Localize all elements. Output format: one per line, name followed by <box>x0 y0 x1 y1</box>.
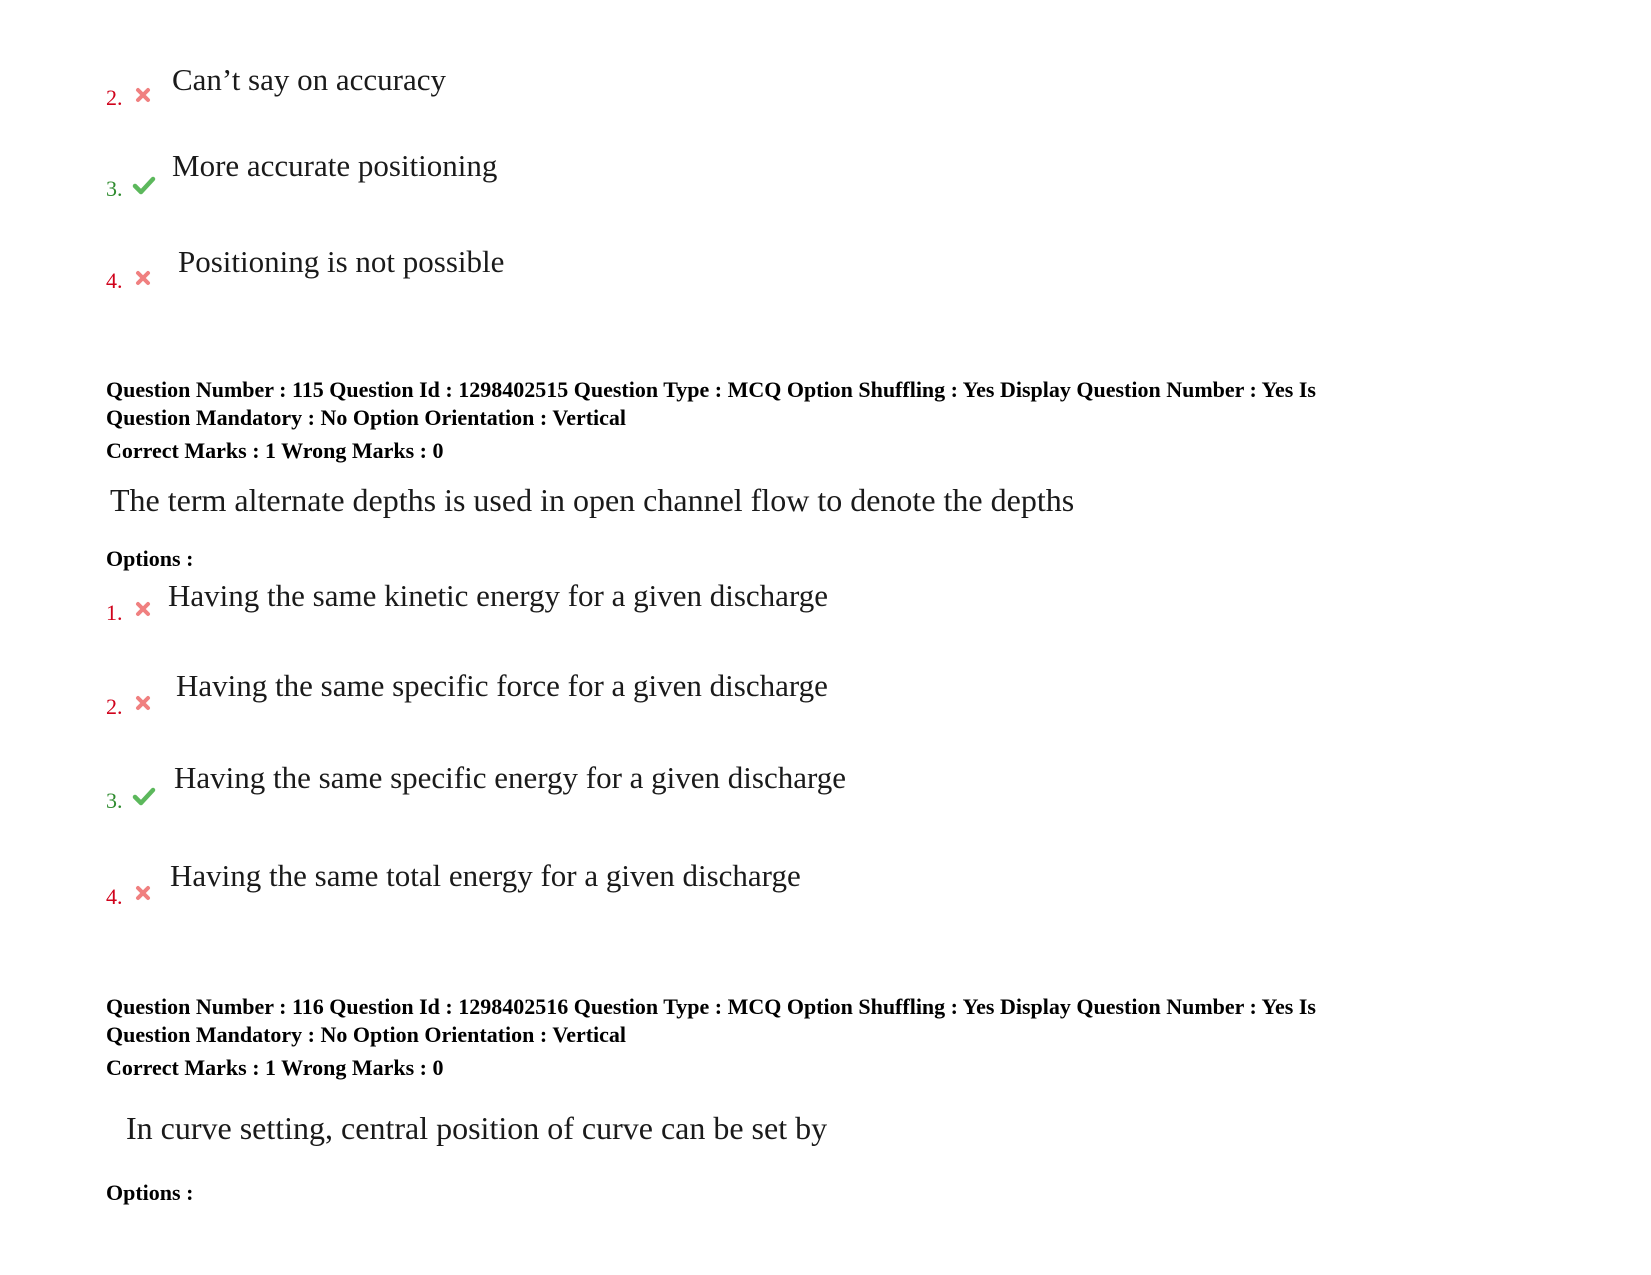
question-meta-line: Question Number : 115 Question Id : 1298402515 Question Type : MCQ Option Shuffling : Yes Display Question Number : Yes Is <box>106 377 1316 402</box>
option-number: 2. <box>106 85 123 110</box>
option-text: Can’t say on accuracy <box>172 62 447 97</box>
check-icon <box>132 786 156 806</box>
option-number: 2. <box>106 694 123 719</box>
option-number: 4. <box>106 884 123 909</box>
option-text: Having the same specific force for a given discharge <box>176 668 828 703</box>
marks-line: Correct Marks : 1 Wrong Marks : 0 <box>106 438 444 463</box>
option-number: 1. <box>106 600 123 625</box>
cross-icon <box>134 269 152 287</box>
cross-icon <box>134 600 152 618</box>
cross-icon <box>134 694 152 712</box>
options-label: Options : <box>106 546 194 571</box>
cross-icon <box>134 86 152 104</box>
question-text: In curve setting, central position of curve can be set by <box>126 1110 828 1146</box>
option-text: More accurate positioning <box>172 148 498 183</box>
option-number: 4. <box>106 268 123 293</box>
option-number: 3. <box>106 176 123 201</box>
question-meta-line: Question Mandatory : No Option Orientation : Vertical <box>106 405 627 430</box>
marks-line: Correct Marks : 1 Wrong Marks : 0 <box>106 1055 444 1080</box>
option-text: Having the same total energy for a given discharge <box>170 858 801 893</box>
question-meta-line: Question Number : 116 Question Id : 1298402516 Question Type : MCQ Option Shuffling : Yes Display Question Number : Yes Is <box>106 994 1316 1019</box>
option-text: Positioning is not possible <box>178 244 505 279</box>
option-number: 3. <box>106 788 123 813</box>
cross-icon <box>134 884 152 902</box>
options-label: Options : <box>106 1180 194 1205</box>
check-icon <box>132 175 156 195</box>
option-text: Having the same kinetic energy for a given discharge <box>168 578 828 613</box>
question-meta-line: Question Mandatory : No Option Orientation : Vertical <box>106 1022 627 1047</box>
question-text: The term alternate depths is used in open channel flow to denote the depths <box>110 482 1075 518</box>
option-text: Having the same specific energy for a given discharge <box>174 760 846 795</box>
